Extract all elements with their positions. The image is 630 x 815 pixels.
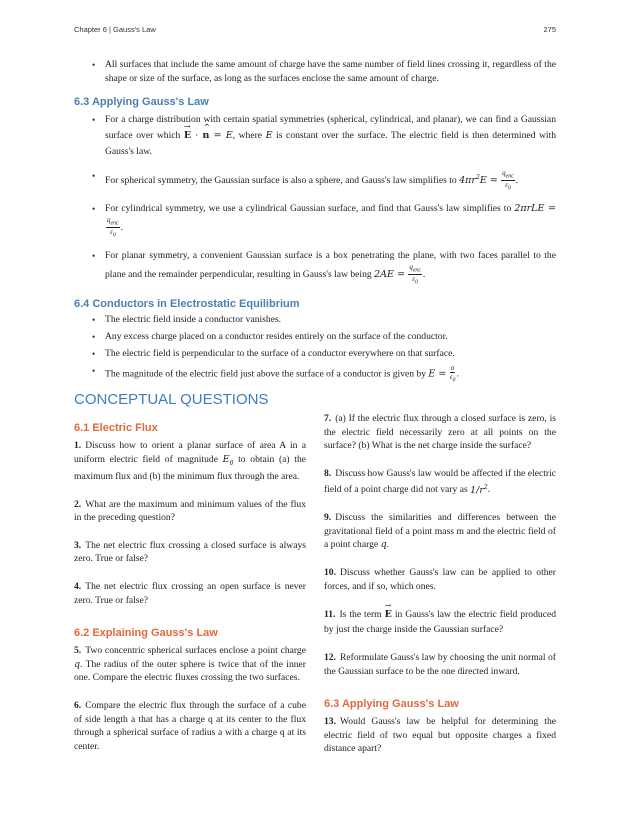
list-item: • The electric field inside a conductor vanishes. [74,313,556,327]
summary-area [74,58,556,385]
equation: E [265,130,273,141]
question-text: Is the term [339,609,382,621]
section-6-3-questions-heading: 6.3 Applying Gauss's Law [324,698,459,711]
question-4 [74,580,306,607]
bullet-text: For planar symmetry, a convenient Gaussian surface is a box penetrating the plane, with two faces parallel to the plane and the remainder perpendicular, resulting in Gauss's law being [105,249,556,280]
list-item: • The magnitude of the electric field just above the surface of a conductor is given by E = $\frac{\sigma}{\varepsilon_0}$ . [74,364,556,384]
list-item [74,112,556,160]
bullet-text: is constant over the surface. The electric field is then determined with Gauss's law. [105,130,557,157]
question-text: Two concentric spherical surfaces enclose a point charge [85,645,306,657]
question-number: 1. [74,440,82,451]
section-6-1-heading: 6.1 Electric Flux [74,422,158,434]
question-number: 2. [74,498,82,510]
equation: $\frac{q_{enc}}{\varepsilon_0}$ [409,262,421,286]
section-6-4-heading: 6.4 Conductors in Electrostatic Equilibrium [74,298,300,311]
list-item: • For spherical symmetry, the Gaussian surface is also a sphere, and Gauss's law simplifies to $4\pi r^2E$ = $\frac{q_{enc}}{\varepsilon_0}$ . [74,169,556,193]
question-text: Compare the electric flux through the surface of a cube of side length a that has a charge q at its center to the flux through a spherical surface of radius a with a charge q at its center. [74,700,306,752]
equation: $\frac{q_{enc}}{\varepsilon_0}$ [107,215,119,239]
question-number: 8. [324,467,332,479]
equation: $\frac{q_{enc}}{\varepsilon_0}$ [502,169,514,192]
question-12 [324,651,556,678]
bullet-text: For spherical symmetry, the Gaussian surface is also a sphere, and Gauss's law simplifies to [105,175,457,187]
intro-list [74,58,556,86]
question-7 [324,412,556,453]
question-text: in Gauss's law the electric field produced by just the charge inside the Gaussian surface? [324,609,557,636]
section-6-3-heading: 6.3 Applying Gauss's Law [74,96,209,108]
question-number: 5. [74,645,82,657]
question-3 [74,539,306,566]
question-2 [74,498,306,525]
question-6 [74,699,306,753]
equation: → E · ^ n = E [184,130,233,141]
question-8: 8. Discuss how Gauss's law would be affected if the electric field of a point charge did not vary as $1/r^2$. [324,467,556,496]
question-number: 6. [74,700,82,712]
question-number: 10. [324,566,336,578]
question-number: 9. [324,512,332,524]
conceptual-questions-title: CONCEPTUAL QUESTIONS [74,391,269,408]
question-text: to obtain (a) the maximum flux and (b) the minimum flux through the area. [74,453,307,483]
question-13 [324,715,556,756]
intro-bullet: • All surfaces that include the same amount of charge have the same number of field lines crossing it, regardless of the shape or size of the surface, as long as the surfaces enclose the same amount of charge. [74,58,556,86]
equation: $1/r^2$ [470,483,488,496]
bullet-text: The magnitude of the electric field just above the surface of a conductor is given by [105,368,427,380]
question-text: Discuss how to orient a planar surface of area A in a uniform electric field of magnitude [74,440,306,465]
question-text: . The radius of the outer sphere is twice that of the inner one. Compare the electric fluxes crossing the two surfaces. [74,658,306,684]
question-number: 12. [324,652,336,664]
question-1 [74,439,306,484]
question-10 [324,566,556,593]
question-text: Discuss how Gauss's law would be affected if the electric field of a point charge did not vary as [324,467,556,496]
question-text: What are the maximum and minimum values of the flux in the preceding question? [74,498,306,524]
question-text: (a) If the electric flux through a closed surface is zero, is the electric field necessarily zero at all points on the surface? (b) What is the net charge inside the surface? [324,413,556,452]
equation: q [74,658,81,670]
left-column [74,422,306,767]
question-text: Reformulate Gauss's law by choosing the unit normal of the Gaussian surface to be the one directed inward. [324,652,556,677]
question-9: 9. Discuss the similarities and differences between the gravitational field of a point mass m and the electric field of a point charge q. [324,512,556,551]
question-text: Would Gauss's law be helpful for determining the electric field of two equal but opposite charges a fixed distance apart? [324,716,556,755]
question-11 [324,607,556,637]
question-number: 13. [324,716,336,728]
section-6-2-heading: 6.2 Explaining Gauss's Law [74,627,218,640]
section-6-4-list [74,313,556,384]
equation: $\frac{\sigma}{\varepsilon_0}$ [449,364,456,384]
page-header [74,25,556,37]
question-text: The net electric flux crossing an open surface is never zero. True or false? [74,581,306,606]
question-number: 3. [74,539,82,551]
bullet-text: For cylindrical symmetry, we use a cylindrical Gaussian surface, and find that Gauss's law simplifies to [105,202,512,214]
list-item: • For planar symmetry, a convenient Gaussian surface is a box penetrating the plane, with two faces parallel to the plane and the remainder perpendicular, resulting in Gauss's law being 2AE = $\frac{q_{enc}}{\varepsilon_0}$ . [74,249,556,287]
question-text: Discuss the similarities and differences between the gravitational field of a point mass m and the electric field of a point charge [324,512,556,551]
equation: → E [385,609,392,620]
question-5 [74,644,306,685]
question-text: The net electric flux crossing a closed surface is always zero. True or false? [74,539,306,565]
list-item: • The electric field is perpendicular to the surface of a conductor everywhere on that surface. [74,347,556,361]
question-number: 4. [74,581,82,593]
question-number: 7. [324,413,332,424]
equation: E = [428,368,447,380]
list-item: • Any excess charge placed on a conductor resides entirely on the surface of the conductor. [74,330,556,344]
page-number: 275 [543,25,556,34]
equation: 2AE = [374,268,405,280]
question-number: 11. [324,609,336,621]
question-text: Discuss whether Gauss's law can be applied to other forces, and if so, which ones. [324,566,556,592]
equation: 2πrLE = [514,202,556,214]
section-6-3-list [74,112,556,286]
chapter-title: Chapter 6 | Gauss's Law [74,25,156,34]
equation: $E_0$ [222,453,234,467]
list-item: • For cylindrical symmetry, we use a cylindrical Gaussian surface, and find that Gauss's law simplifies to 2πrLE = $\frac{q_{enc}}{\varepsilon_0}$ . [74,202,556,240]
bullet-text: , where [232,130,263,141]
equation: q [380,539,387,551]
right-column [324,412,556,770]
equation: $4\pi r^2E$ = [459,173,498,187]
bullet-text: For a charge distribution with certain spatial symmetries (spherical, cylindrical, and planar), we can find a Gaussian surface over which [105,114,556,141]
